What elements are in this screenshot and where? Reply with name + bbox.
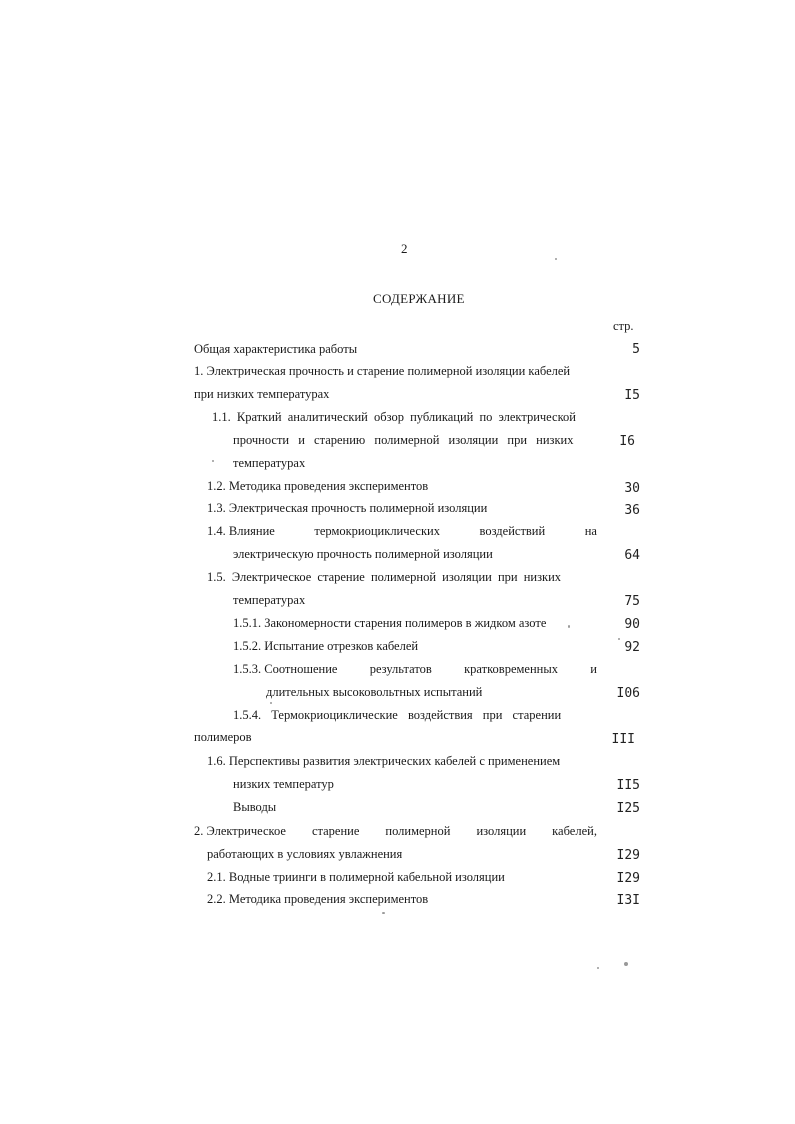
toc-entry-word: на: [584, 524, 597, 538]
toc-entry-text: [194, 823, 597, 839]
toc-entry-text: температурах: [233, 593, 306, 607]
toc-entry-page: II5: [616, 778, 640, 793]
toc-entry-text: электрическую прочность полимерной изоляции: [233, 547, 493, 561]
scan-speck: [624, 962, 628, 966]
toc-entry-page: 75: [624, 594, 640, 609]
scan-speck: [382, 912, 385, 914]
toc-entry-word: 2. Электрическое: [194, 824, 286, 838]
toc-entry-page: I29: [616, 871, 640, 886]
toc-entry-text: полимеров: [194, 730, 252, 744]
scan-speck: [618, 638, 620, 640]
toc-entry-text: [233, 661, 597, 677]
toc-entry-text: 1.5.2. Испытание отрезков кабелей: [233, 639, 419, 653]
toc-entry-text-line: 1.1. Краткий аналитический обзор публикаций по электрической: [212, 410, 576, 424]
toc-entry-page: 90: [624, 617, 640, 632]
toc-entry-page: I06: [616, 686, 640, 701]
toc-entry-page: 64: [624, 548, 640, 563]
toc-entry-word: 1.4. Влияние: [207, 524, 275, 538]
toc-entry-page: I3I: [616, 893, 640, 908]
toc-entry-page: I29: [616, 848, 640, 863]
toc-entry-text: прочности и старению полимерной изоляции при низких: [233, 433, 574, 447]
toc-entry-text: [207, 523, 597, 539]
toc-entry-text: 1.3. Электрическая прочность полимерной изоляции: [207, 501, 488, 515]
toc-entry-page: 5: [632, 342, 640, 357]
toc-entry-text: работающих в условиях увлажнения: [207, 847, 403, 861]
scan-speck: [568, 625, 570, 628]
toc-entry-text: при низких температурах: [194, 387, 330, 401]
toc-entry-text: 1. Электрическая прочность и старение полимерной изоляции кабелей: [194, 364, 571, 378]
toc-entry-text: 1.5.4. Термокриоциклические воздействия при старении: [233, 708, 562, 722]
toc-entry-text: 1.5. Электрическое старение полимерной изоляции при низких: [207, 570, 562, 584]
toc-entry-page: III: [611, 732, 635, 747]
toc-entry-text: [212, 409, 597, 425]
toc-entry-page: 30: [624, 481, 640, 496]
scan-speck: [212, 460, 214, 462]
toc-entry-word: термокриоциклических: [314, 524, 440, 538]
toc-entry-page: 92: [624, 640, 640, 655]
toc-entry-word: воздействий: [479, 524, 546, 538]
toc-entry-page: I5: [624, 388, 640, 403]
toc-entry-text: 1.6. Перспективы развития электрических кабелей с применением: [207, 754, 561, 768]
toc-entry-word: полимерной: [385, 824, 451, 838]
toc-entry-text: 1.2. Методика проведения экспериментов: [207, 479, 429, 493]
page-number: 2: [401, 241, 408, 256]
toc-entry-page: I25: [616, 801, 640, 816]
toc-entry-page: 36: [624, 503, 640, 518]
toc-entry-word: 1.5.3. Соотношение: [233, 662, 338, 676]
toc-entry-word: кабелей,: [552, 824, 597, 838]
toc-heading: СОДЕРЖАНИЕ: [373, 291, 465, 306]
toc-entry-text: 2.1. Водные триинги в полимерной кабельной изоляции: [207, 870, 505, 884]
toc-entry-word: изоляции: [476, 824, 527, 838]
scan-speck: [270, 702, 272, 704]
toc-entry-text: длительных высоковольтных испытаний: [266, 685, 483, 699]
toc-entry-word: старение: [311, 824, 360, 838]
toc-entry-page: I6: [619, 434, 635, 449]
toc-entry-text: 2.2. Методика проведения экспериментов: [207, 892, 429, 906]
toc-entry-word: кратковременных: [464, 662, 558, 676]
page-column-label: стр.: [613, 319, 634, 333]
toc-entry-text: низких температур: [233, 777, 334, 791]
toc-entry-text: 1.5.1. Закономерности старения полимеров в жидком азоте: [233, 616, 547, 630]
toc-entry-word: результатов: [369, 662, 432, 676]
toc-entry-word: и: [590, 662, 597, 676]
scan-speck: [555, 258, 557, 260]
scan-speck: [597, 967, 599, 969]
toc-entry-text: температурах: [233, 456, 306, 470]
toc-entry-text: Общая характеристика работы: [194, 342, 358, 356]
toc-entry-text: Выводы: [233, 800, 277, 814]
